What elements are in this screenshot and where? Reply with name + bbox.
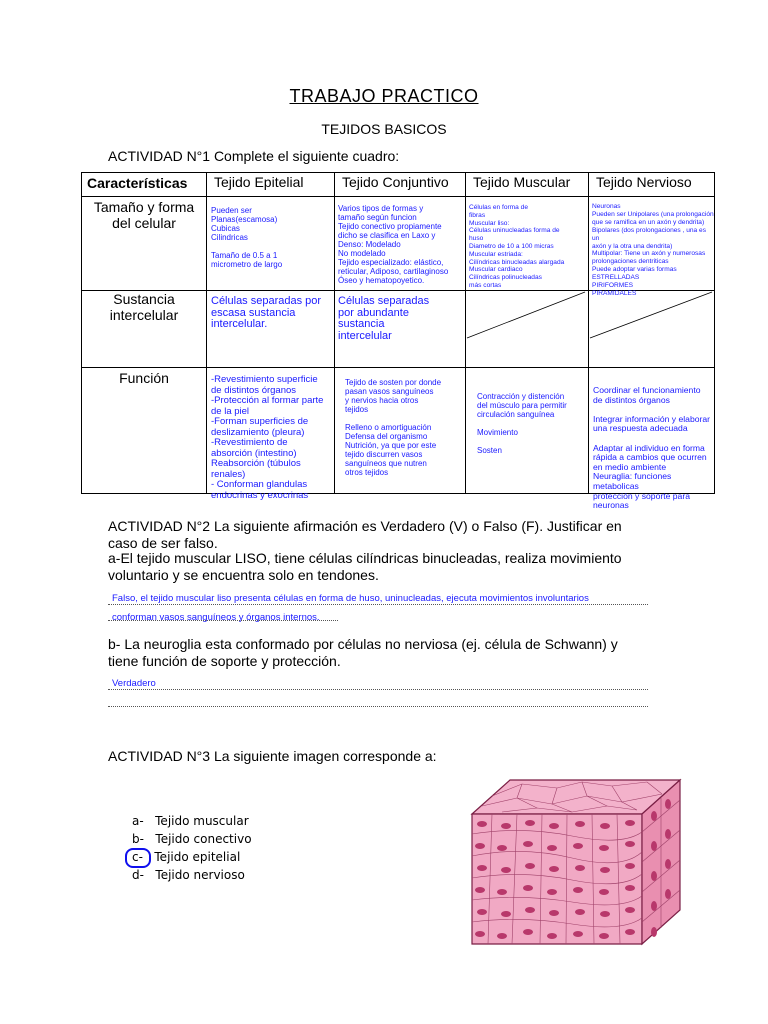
cell-tamano-nervioso: Neuronas Pueden ser Unipolares (una prolongación que se ramifica en un axón y dendrita) Bipolares (dos prolongaciones , una es un axón y la otra una dendrita) Multipolar: Tiene un axón y numerosas prolongaciones dentriticas Puede adoptar varias formas ESTRELLADAS PIRIFORMES PIRAMIDALES — [592, 203, 714, 297]
cell-sustancia-epitelial: Células separadas por escasa sustancia intercelular. — [211, 296, 322, 330]
cell-tamano-muscular: Células en forma de fibras Muscular liso: Células uninucleadas forma de huso Diametro de 10 a 100 micras Muscular estriada: Cilíndricas binucleadas alargada Muscular cardiaco Cilíndricas polinucleadas más cortas — [469, 204, 565, 289]
header-muscular: Tejido Muscular — [473, 174, 571, 190]
row-label-tamano: Tamaño y forma del celular — [93, 199, 195, 231]
activity3-prompt: ACTIVIDAD N°3 La siguiente imagen corresponde a: — [108, 748, 437, 764]
statement-b-line1: b- La neuroglia esta conformado por células no nerviosa (ej. célula de Schwann) y — [108, 636, 618, 652]
activity2-prompt-line1: ACTIVIDAD N°2 La siguiente afirmación es Verdadero (V) o Falso (F). Justificar en — [108, 518, 622, 534]
option-a: a- Tejido muscular — [132, 814, 249, 828]
epithelial-tissue-illustration — [462, 776, 682, 946]
options-list — [132, 812, 252, 884]
activity1-prompt: ACTIVIDAD N°1 Complete el siguiente cuadro: — [108, 148, 400, 164]
option-c: c- Tejido epitelial — [132, 850, 241, 864]
cell-tamano-epitelial: Pueden ser Planas(escamosa) Cubicas Cilindricas Tamaño de 0.5 a 1 micrometro de largo — [211, 206, 283, 269]
header-epitelial: Tejido Epitelial — [214, 174, 304, 190]
document-subtitle: TEJIDOS BASICOS — [321, 121, 447, 137]
cell-sustancia-conjuntivo: Células separadas por abundante sustancia intercelular — [338, 296, 430, 342]
header-caracteristicas: Características — [87, 175, 188, 191]
cell-sustancia-nervioso-crossed — [588, 290, 714, 368]
header-nervioso: Tejido Nervioso — [596, 174, 692, 190]
cell-sustancia-muscular-crossed — [465, 290, 589, 368]
document-title: TRABAJO PRACTICO — [289, 86, 479, 106]
option-d: d- Tejido nervioso — [132, 868, 245, 882]
statement-a-line2: voluntario y se encuentra solo en tendones. — [108, 567, 379, 583]
row-label-sustancia: Sustancia intercelular — [109, 291, 179, 323]
answer-b: Verdadero — [112, 678, 156, 689]
statement-b-line2: tiene función de soporte y protección. — [108, 653, 341, 669]
cell-funcion-nervioso: Coordinar el funcionamiento de distintos órganos Integrar información y elaborar una respuesta adecuada Adaptar al individuo en forma rápida a cambios que ocurren en medio ambiente Neuraglia: funciones metabolicas protección y soporte para neuronas — [593, 386, 711, 511]
statement-a-line1: a-El tejido muscular LISO, tiene células cilíndricas binucleadas, realiza movimiento — [108, 550, 622, 566]
tissue-table — [81, 172, 715, 511]
cell-funcion-epitelial: -Revestimiento superficie de distintos órganos -Protección al formar parte de la piel -Forman superficies de deslizamiento (pleura) -Revestimiento de absorción (intestino) Reabsorción (túbulos renales) - Conforman glandulas endocrinas y exocrinas — [211, 375, 324, 501]
answer-a-line2: conforman vasos sanguíneos y órganos internos. — [112, 612, 320, 623]
option-b: b- Tejido conectivo — [132, 832, 252, 846]
cell-tamano-conjuntivo: Varios tipos de formas y tamaño según funcion Tejido conectivo propiamente dicho se clasifica en Laxo y Denso: Modelado No modelado Tejido especializado: elástico, reticular, Adiposo, cartilaginoso Óseo y hematopoyetico. — [338, 204, 449, 285]
activity2-prompt-line2: caso de ser falso. — [108, 535, 218, 551]
row-label-funcion: Función — [119, 370, 169, 386]
cell-funcion-muscular: Contracción y distención del músculo para permitir circulación sanguínea Movimiento Sosten — [477, 392, 567, 455]
header-conjuntivo: Tejido Conjuntivo — [342, 174, 449, 190]
selected-answer-circle — [125, 848, 151, 868]
cell-funcion-conjuntivo: Tejido de sosten por donde pasan vasos sanguíneos y nervios hacia otros tejidos Relleno o amortiguación Defensa del organismo Nutrición, ya que por este tejido discurren vasos sanguíneos que nutren otros tejidos — [345, 378, 442, 477]
answer-a-line1: Falso, el tejido muscular liso presenta células en forma de huso, uninucleadas, ejecuta movimientos involuntarios — [112, 593, 589, 604]
